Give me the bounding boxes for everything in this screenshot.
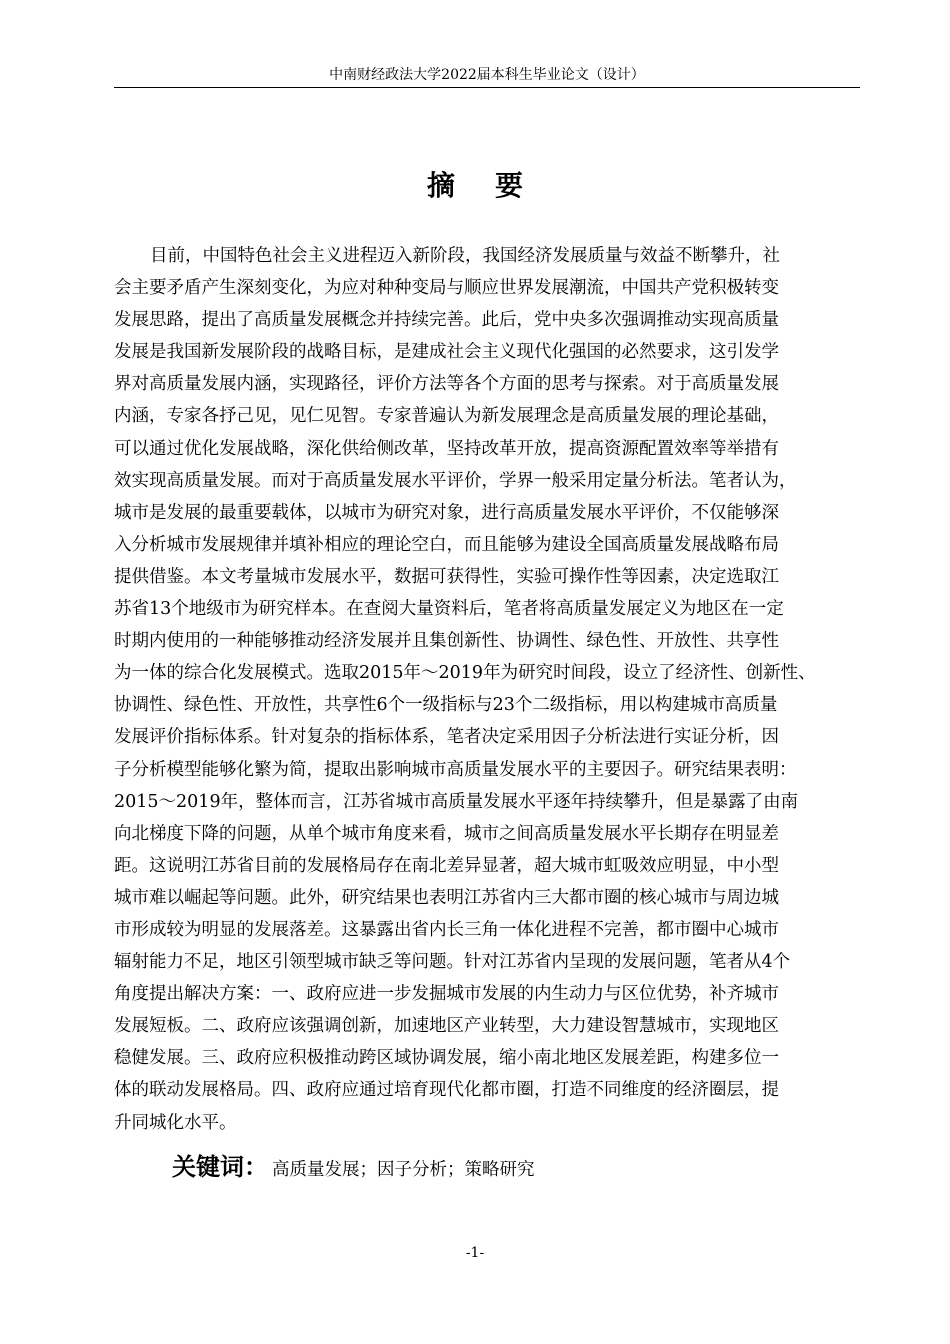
abstract-line: 苏省13个地级市为研究样本。在查阅大量资料后，笔者将高质量发展定义为地区在一定 [114, 599, 784, 620]
abstract-line: 向北梯度下降的问题，从单个城市角度来看，城市之间高质量发展水平长期存在明显差 [114, 823, 779, 844]
abstract-line: 城市是发展的最重要载体，以城市为研究对象，进行高质量发展水平评价，不仅能够深 [114, 502, 779, 523]
abstract-line: 协调性、绿色性、开放性，共享性6个一级指标与23个二级指标，用以构建城市高质量 [114, 695, 778, 716]
abstract-line: 市形成较为明显的发展落差。这暴露出省内长三角一体化进程不完善，都市圈中心城市 [114, 919, 779, 940]
abstract-line: 城市难以崛起等问题。此外，研究结果也表明江苏省内三大都市圈的核心城市与周边城 [114, 887, 779, 908]
abstract-line: 时期内使用的一种能够推动经济发展并且集创新性、协调性、绿色性、开放性、共享性 [114, 631, 779, 652]
abstract-line: 为一体的综合化发展模式。选取2015年～2019年为研究时间段，设立了经济性、创新性、 [114, 663, 816, 684]
abstract-line: 升同城化水平。 [114, 1112, 237, 1133]
abstract-line: 发展短板。二、政府应该强调创新，加速地区产业转型，大力建设智慧城市，实现地区 [114, 1016, 779, 1037]
abstract-line: 效实现高质量发展。而对于高质量发展水平评价，学界一般采用定量分析法。笔者认为， [114, 470, 797, 491]
abstract-line: 可以通过优化发展战略，深化供给侧改革，坚持改革开放，提高资源配置效率等举措有 [114, 438, 779, 459]
abstract-line: 2015～2019年，整体而言，江苏省城市高质量发展水平逐年持续攀升，但是暴露了由南 [114, 791, 799, 812]
header-divider [114, 87, 860, 88]
abstract-line: 距。这说明江苏省目前的发展格局存在南北差异显著，超大城市虹吸效应明显，中小型 [114, 855, 779, 876]
abstract-line: 辐射能力不足，地区引领型城市缺乏等问题。针对江苏省内呈现的发展问题，笔者从4个 [114, 952, 791, 973]
abstract-line: 发展是我国新发展阶段的战略目标，是建成社会主义现代化强国的必然要求，这引发学 [114, 342, 779, 363]
abstract-line: 界对高质量发展内涵，实现路径，评价方法等各个方面的思考与探索。对于高质量发展 [114, 374, 779, 395]
keywords-label: 关键词： [172, 1153, 268, 1181]
abstract-line: 目前，中国特色社会主义进程迈入新阶段，我国经济发展质量与效益不断攀升，社 [150, 246, 780, 266]
abstract-line: 发展思路，提出了高质量发展概念并持续完善。此后，党中央多次强调推动实现高质量 [114, 310, 779, 331]
abstract-line: 体的联动发展格局。四、政府应通过培育现代化都市圈，打造不同维度的经济圈层，提 [114, 1080, 779, 1101]
abstract-line: 会主要矛盾产生深刻变化，为应对种种变局与顺应世界发展潮流，中国共产党积极转变 [114, 278, 779, 299]
abstract-body [114, 240, 844, 1139]
abstract-line: 发展评价指标体系。针对复杂的指标体系，笔者决定采用因子分析法进行实证分析，因 [114, 727, 779, 748]
abstract-line: 提供借鉴。本文考量城市发展水平，数据可获得性，实验可操作性等因素，决定选取江 [114, 566, 779, 587]
abstract-title-char-1: 摘 [426, 169, 455, 202]
keywords-section [172, 1149, 535, 1188]
abstract-line: 入分析城市发展规律并填补相应的理论空白，而且能够为建设全国高质量发展战略布局 [114, 534, 779, 555]
running-header: 中南财经政法大学2022届本科生毕业论文（设计） [329, 67, 645, 83]
abstract-line: 内涵，专家各抒己见，见仁见智。专家普遍认为新发展理念是高质量发展的理论基础， [114, 406, 779, 427]
abstract-title-char-2: 要 [495, 169, 524, 202]
abstract-line: 稳健发展。三、政府应积极推动跨区域协调发展，缩小南北地区发展差距，构建多位一 [114, 1048, 779, 1069]
abstract-title [0, 168, 950, 204]
abstract-line: 角度提出解决方案：一、政府应进一步发掘城市发展的内生动力与区位优势，补齐城市 [114, 984, 779, 1005]
page-number: -1- [465, 1245, 485, 1261]
abstract-line: 子分析模型能够化繁为简，提取出影响城市高质量发展水平的主要因子。研究结果表明： [114, 759, 797, 780]
keywords-text: 高质量发展；因子分析；策略研究 [272, 1160, 535, 1180]
